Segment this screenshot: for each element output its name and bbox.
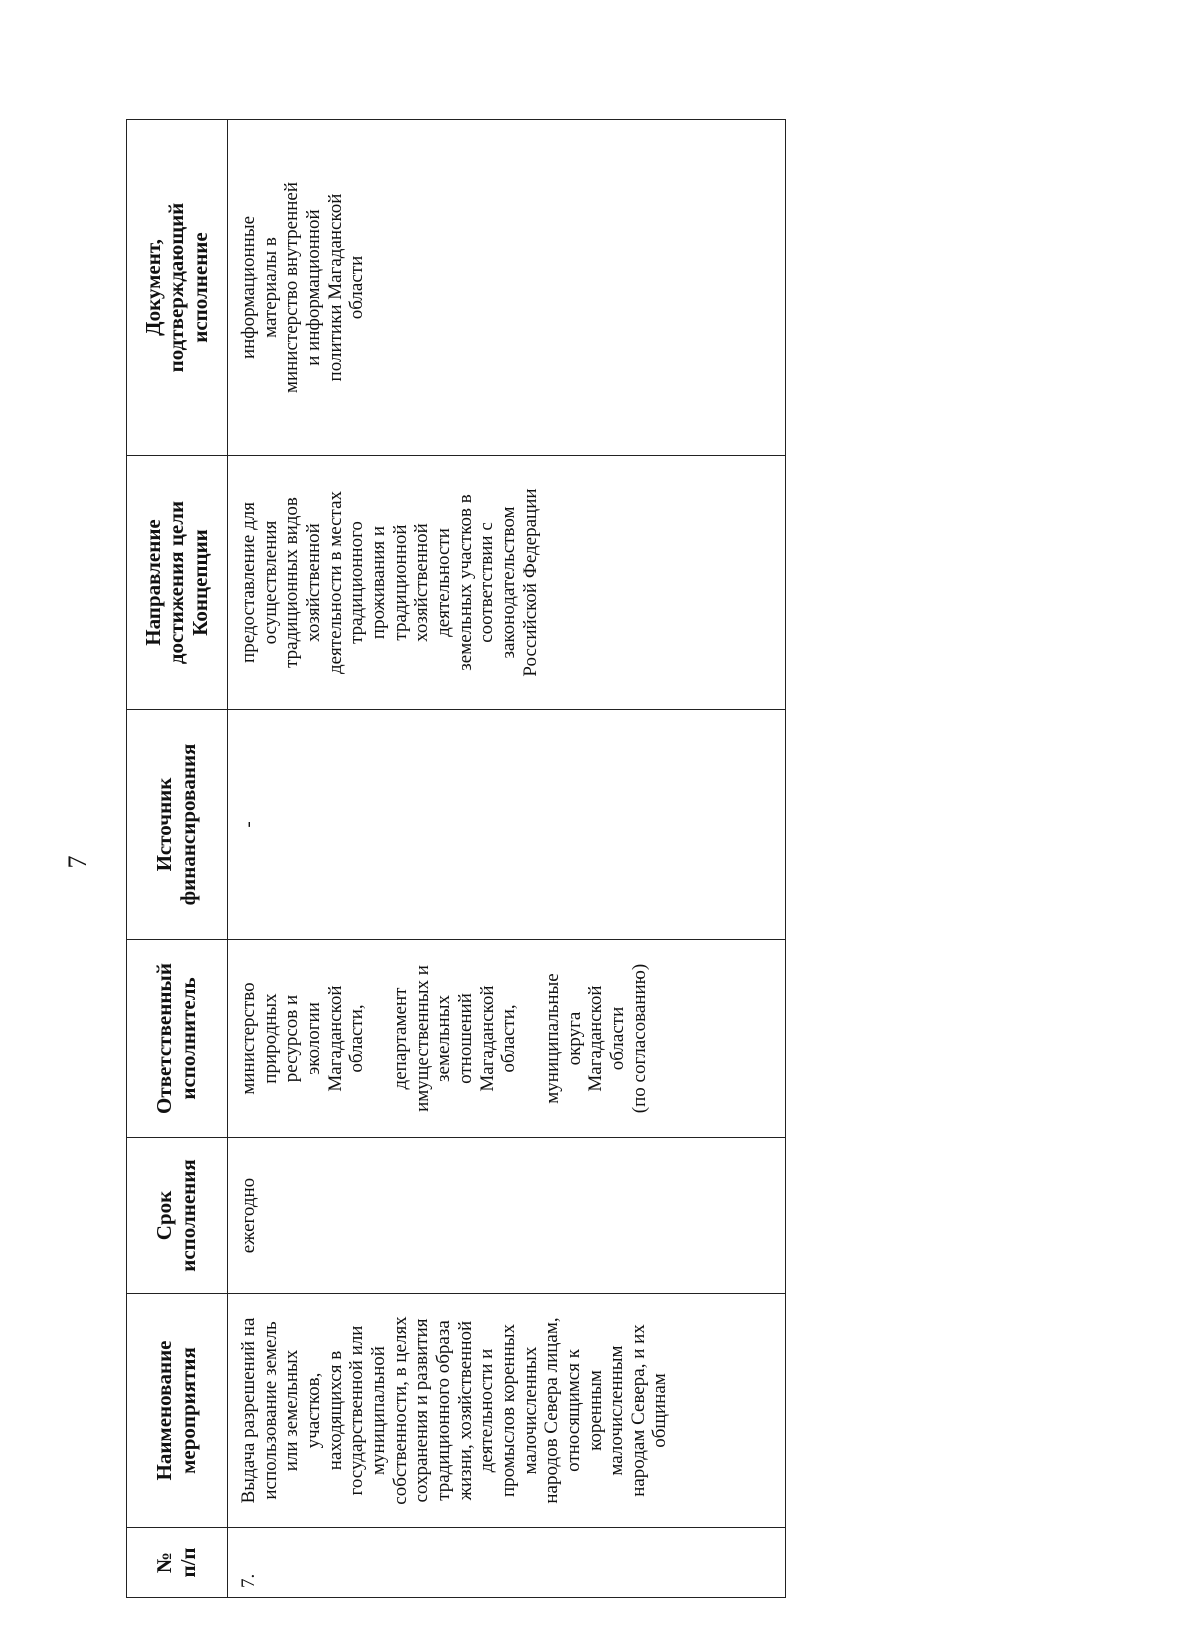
cell-name: Выдача разрешений на использование земель или земельных участков, находящихся в государственной или муниципальной собственности, в целях сохранения и развития традиционного образа жизни, хозяйственной деятельности и промыслов коренных малочисленных народов Севера лицам, относящимся к коренным малочисленным народам Севера, и их общинам: [228, 1294, 786, 1528]
cell-document: информационные материалы в министерство внутренней и информационной политики Магаданской области: [228, 120, 786, 456]
header-direction: Направление достижения цели Концепции: [127, 456, 228, 710]
header-funding: Источник финансирования: [127, 710, 228, 940]
cell-executor: министерство природных ресурсов и экологии Магаданской области, департамент имущественных и земельных отношений Магаданской области, муниципальные округа Магаданской области (по согласованию): [228, 940, 786, 1138]
cell-direction: предоставление для осуществления традиционных видов хозяйственной деятельности в местах традиционного проживания и традиционной хозяйственной деятельности земельных участков в соответствии с законодательством Российской Федерации: [228, 456, 786, 710]
cell-funding: -: [228, 710, 786, 940]
rotated-table-wrapper: [126, 120, 786, 1598]
header-num: № п/п: [127, 1528, 228, 1598]
table-row: [228, 120, 786, 1598]
table-header-row: [127, 120, 228, 1598]
header-document: Документ, подтверждающий исполнение: [127, 120, 228, 456]
cell-num: 7.: [228, 1528, 786, 1598]
measures-table: [126, 119, 786, 1598]
header-term: Срок исполнения: [127, 1138, 228, 1294]
header-executor: Ответственный исполнитель: [127, 940, 228, 1138]
header-name: Наименование мероприятия: [127, 1294, 228, 1528]
page-number: 7: [63, 855, 92, 869]
cell-term: ежегодно: [228, 1138, 786, 1294]
